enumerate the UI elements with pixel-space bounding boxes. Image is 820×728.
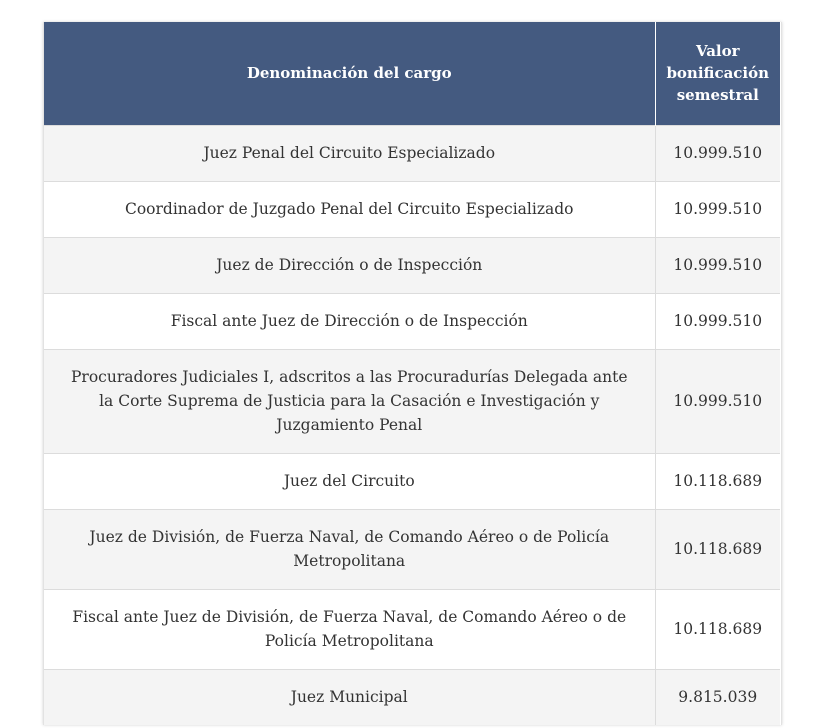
header-cargo: Denominación del cargo <box>44 22 655 125</box>
cell-valor: 9.815.039 <box>655 669 780 725</box>
cell-cargo: Juez Municipal <box>44 669 655 725</box>
table-row <box>44 349 780 453</box>
cell-cargo: Fiscal ante Juez de División, de Fuerza Naval, de Comando Aéreo o de Policía Metropolitana <box>44 589 655 669</box>
table-body <box>44 125 780 725</box>
cell-cargo: Procuradores Judiciales I, adscritos a las Procuradurías Delegada ante la Corte Suprema de Justicia para la Casación e Investigación y Juzgamiento Penal <box>44 349 655 453</box>
bonus-table <box>44 22 780 725</box>
table-row <box>44 589 780 669</box>
cell-valor: 10.118.689 <box>655 589 780 669</box>
table-row <box>44 293 780 349</box>
table-row <box>44 181 780 237</box>
table-row <box>44 509 780 589</box>
cell-cargo: Juez de Dirección o de Inspección <box>44 237 655 293</box>
cell-valor: 10.118.689 <box>655 509 780 589</box>
table-row <box>44 453 780 509</box>
header-valor: Valor bonificación semestral <box>655 22 780 125</box>
cell-cargo: Coordinador de Juzgado Penal del Circuito Especializado <box>44 181 655 237</box>
cell-valor: 10.999.510 <box>655 181 780 237</box>
cell-valor: 10.999.510 <box>655 125 780 181</box>
cell-cargo: Juez de División, de Fuerza Naval, de Comando Aéreo o de Policía Metropolitana <box>44 509 655 589</box>
cell-cargo: Juez Penal del Circuito Especializado <box>44 125 655 181</box>
table-row <box>44 237 780 293</box>
cell-valor: 10.999.510 <box>655 293 780 349</box>
cell-valor: 10.999.510 <box>655 349 780 453</box>
cell-cargo: Juez del Circuito <box>44 453 655 509</box>
table-header <box>44 22 780 125</box>
salary-table-container <box>43 22 782 725</box>
header-row <box>44 22 780 125</box>
cell-valor: 10.118.689 <box>655 453 780 509</box>
cell-cargo: Fiscal ante Juez de Dirección o de Inspección <box>44 293 655 349</box>
cell-valor: 10.999.510 <box>655 237 780 293</box>
table-row <box>44 669 780 725</box>
table-row <box>44 125 780 181</box>
